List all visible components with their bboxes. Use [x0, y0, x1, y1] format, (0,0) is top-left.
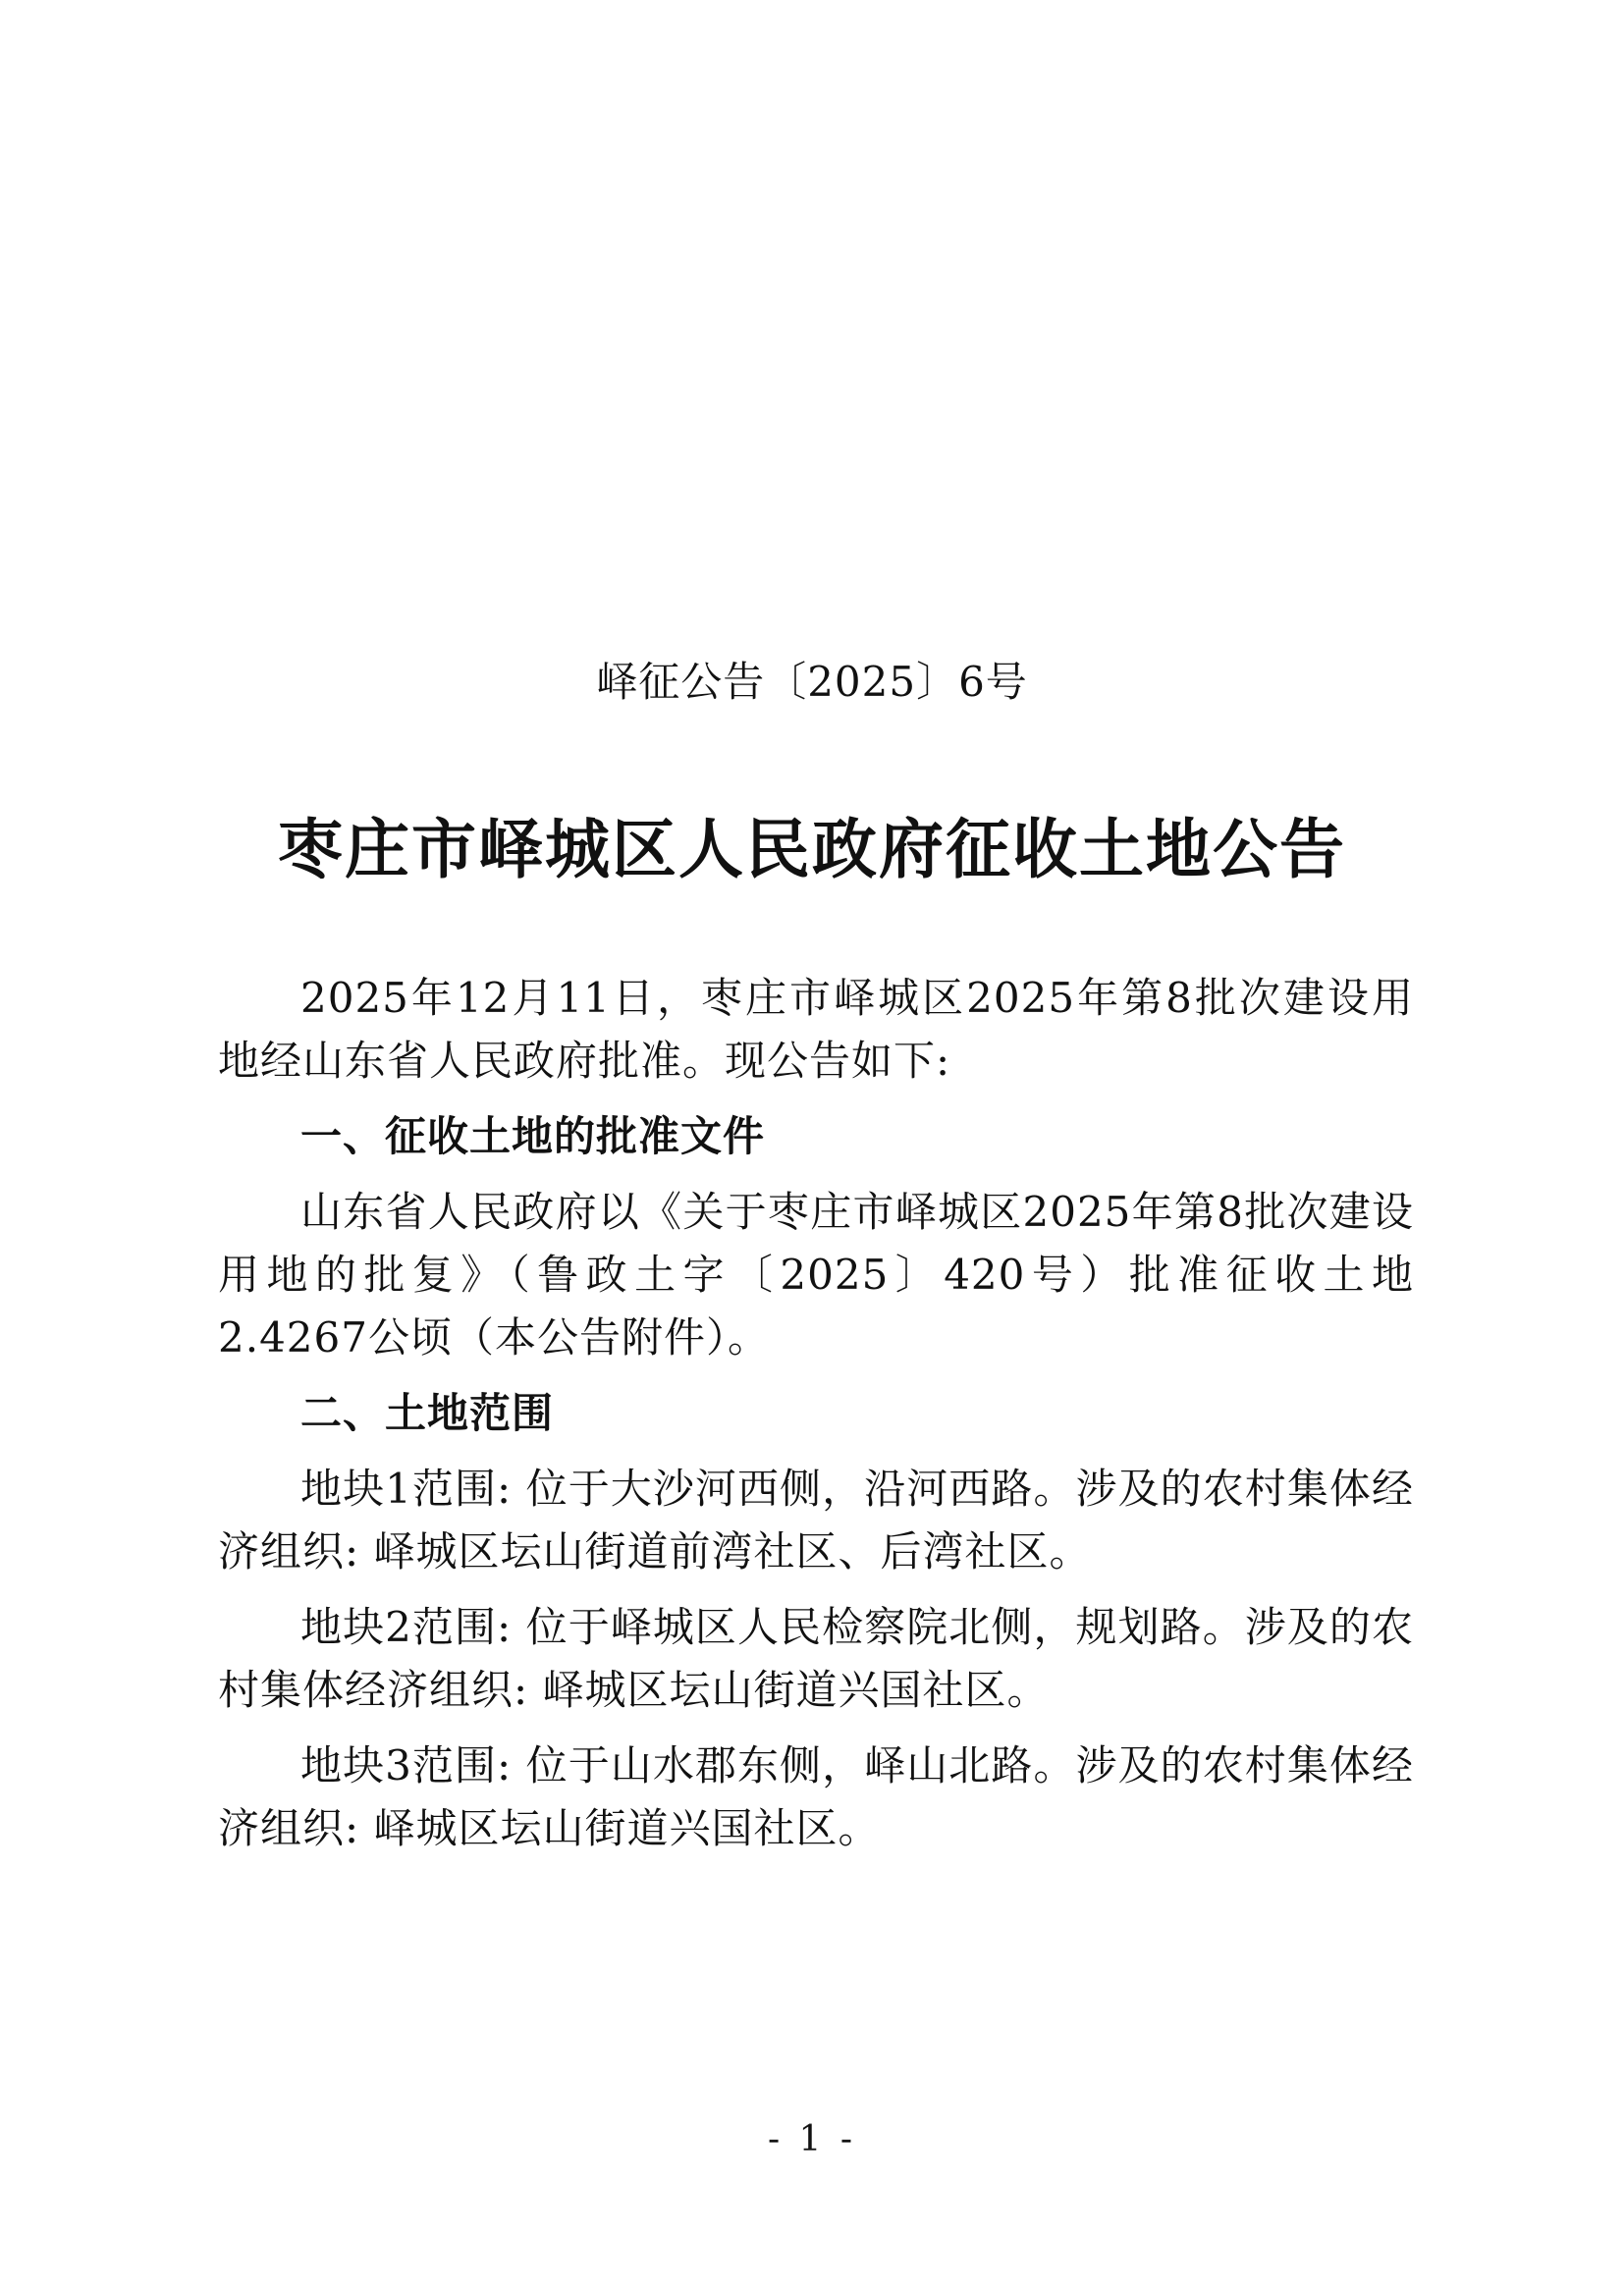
section-heading-approval-docs: 一、征收土地的批准文件: [300, 1112, 766, 1160]
paragraph-intro: 2025年12月11日，枣庄市峄城区2025年第8批次建设用地经山东省人民政府批准。现公告如下:: [218, 974, 1414, 1085]
document-number: 峄征公告〔2025〕6号: [596, 658, 1028, 706]
document-body: [218, 967, 1414, 1873]
document-title: 枣庄市峄城区人民政府征收土地公告: [278, 811, 1346, 887]
page-number: - 1 -: [767, 2119, 857, 2160]
section-heading-land-scope: 二、土地范围: [300, 1389, 555, 1437]
paragraph-plot-3: 地块3范围: 位于山水郡东侧，峄山北路。涉及的农村集体经济组织: 峄城区坛山街道兴国社区。: [218, 1741, 1414, 1852]
paragraph-plot-1: 地块1范围: 位于大沙河西侧，沿河西路。涉及的农村集体经济组织: 峄城区坛山街道前湾社区、后湾社区。: [218, 1465, 1414, 1575]
paragraph-approval-docs: 山东省人民政府以《关于枣庄市峄城区2025年第8批次建设用地的批复》（鲁政土字〔2025〕420号）批准征收土地2.4267公顷（本公告附件）。: [218, 1188, 1414, 1362]
paragraph-plot-2: 地块2范围: 位于峄城区人民检察院北侧，规划路。涉及的农村集体经济组织: 峄城区坛山街道兴国社区。: [218, 1603, 1414, 1714]
